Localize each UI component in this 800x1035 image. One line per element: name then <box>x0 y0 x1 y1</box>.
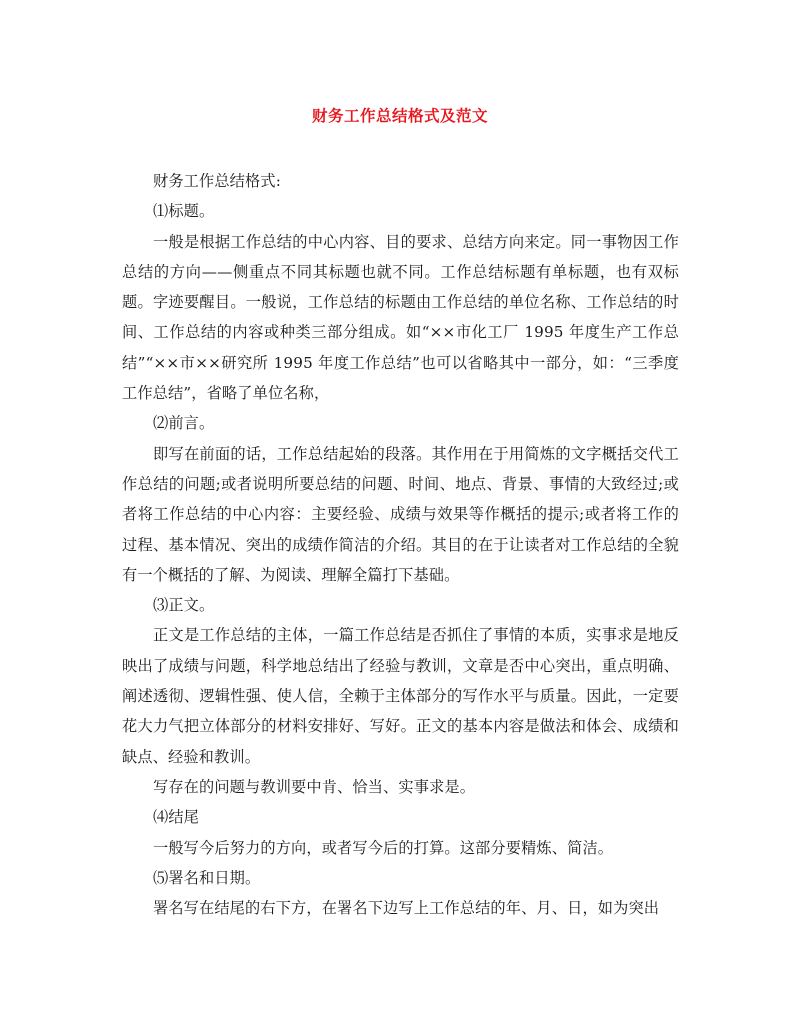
paragraph-preface-heading: ⑵前言。 <box>153 414 215 433</box>
paragraph-signature-body: 署名写在结尾的右下方，在署名下边写上工作总结的年、月、日，如为突出 <box>153 899 660 918</box>
paragraph-main-note: 写存在的问题与教训要中肯、恰当、实事求是。 <box>153 777 476 796</box>
paragraph-preface-body: 即写在前面的话，工作总结起始的段落。其作用在于用简炼的文字概括交代工作总结的问题;或者说明所要总结的问题、时间、地点、背景、事情的大致经过;或者将工作总结的中心内容：主要经验、成绩与效果等作概括的提示;或者将工作的过程、基本情况、突出的成绩作简洁的介绍。其目的在于让读者对工作总结的全貌有一个概括的了解、为阅读、理解全篇打下基础。 <box>122 444 679 584</box>
paragraph-format-heading: 财务工作总结格式: <box>153 172 281 190</box>
document-title: 财务工作总结格式及范文 <box>311 106 488 125</box>
document-body <box>122 166 679 923</box>
paragraph-ending-body: 一般写今后努力的方向，或者写今后的打算。这部分要精炼、简洁。 <box>153 838 614 857</box>
paragraph-title-heading: ⑴标题。 <box>153 202 215 221</box>
paragraph-signature-heading: ⑸署名和日期。 <box>153 868 261 887</box>
paragraph-main-heading: ⑶正文。 <box>153 596 215 615</box>
paragraph-ending-heading: ⑷结尾 <box>153 808 200 827</box>
paragraph-main-body: 正文是工作总结的主体，一篇工作总结是否抓住了事情的本质，实事求是地反映出了成绩与问题，科学地总结出了经验与教训，文章是否中心突出，重点明确、阐述透彻、逻辑性强、使人信，全赖于主体部分的写作水平与质量。因此，一定要花大力气把立体部分的材料安排好、写好。正文的基本内容是做法和体会、成绩和缺点、经验和教训。 <box>122 626 679 766</box>
paragraph-title-body: 一般是根据工作总结的中心内容、目的要求、总结方向来定。同一事物因工作总结的方向——侧重点不同其标题也就不同。工作总结标题有单标题，也有双标题。字迹要醒目。一般说，工作总结的标题由工作总结的单位名称、工作总结的时间、工作总结的内容或种类三部分组成。如“××市化工厂 1995 年度生产工作总结”“××市××研究所 1995 年度工作总结”也可以省略其中一部分，如：“三季度工作总结”，省略了单位名称， <box>122 232 679 403</box>
